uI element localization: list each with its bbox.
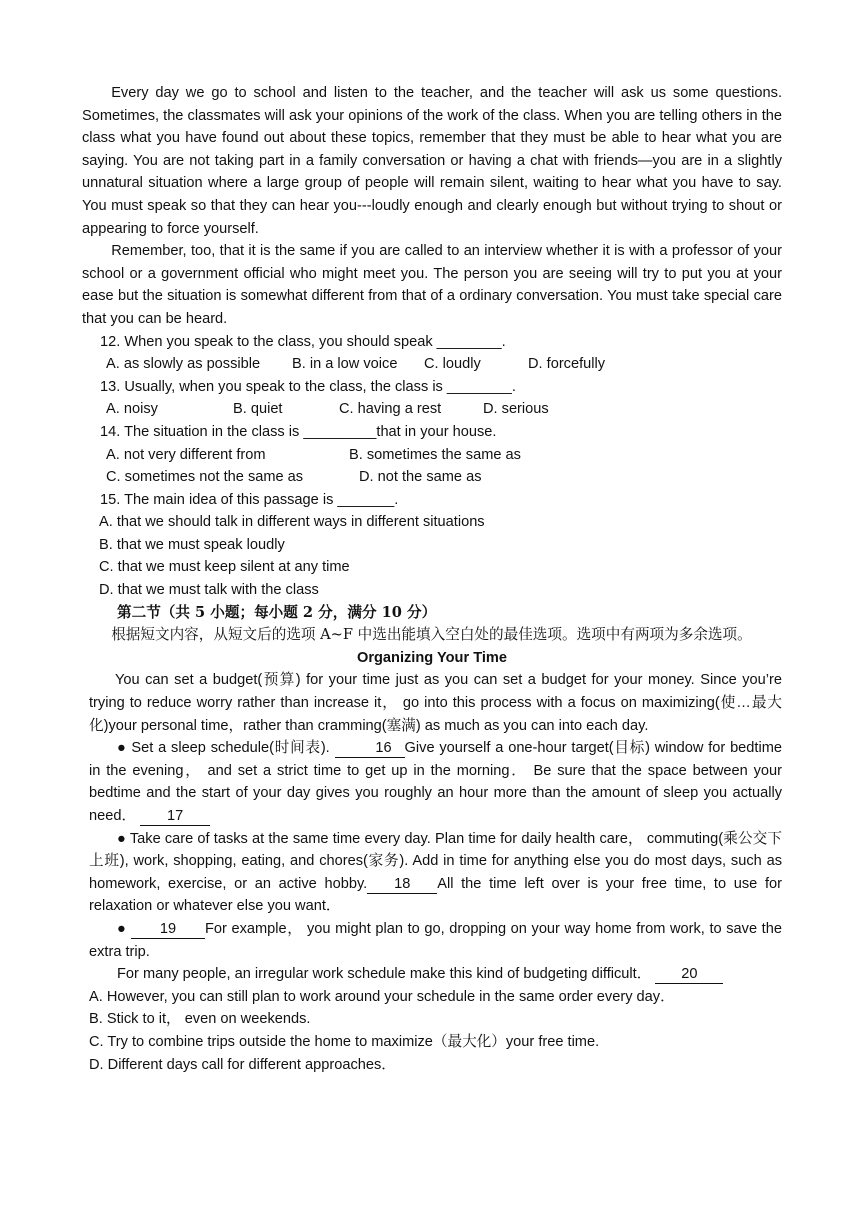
option-d: D. serious [483,401,549,418]
bullet-tasks [89,828,782,918]
option-c: C. having a rest [339,401,442,418]
blank-20[interactable]: 20 [655,965,723,984]
bullet-1-text-start: ● Set a sleep schedule(时间表). [117,740,330,757]
question-12-options [82,353,782,376]
passage-title: Organizing Your Time [356,649,507,666]
bullet-3-marker: ● [117,920,127,937]
bullet-trips [89,918,782,963]
blank-19[interactable]: 19 [131,920,205,939]
option-a: A. noisy [106,401,158,418]
blank-18[interactable]: 18 [367,875,437,894]
section-heading: 第二节（共 5 小题；每小题 2 分，满分 10 分） [117,603,437,621]
question-15-option-b: B. that we must speak loudly [99,536,285,553]
passage-paragraph-1: Every day we go to school and listen to the teacher, and the teacher will ask us some questions. Sometimes, the classmates will ask your opinions of the work of the class. When you are telling others in the class what you have found out about these topics, remember that they must be able to hear what you are saying. You are not taking part in a family conversation or having a chat with friends—you are in a slightly unnatural situation where a large group of people will remain silent, waiting to hear what you have to say. You must speak so that they can hear you---loudly enough and clearly enough but without trying to shout or appearing to force yourself. [82,85,782,237]
question-15-option-a: A. that we should talk in different ways in different situations [99,514,485,531]
bullet-2-text-end: All the time left over is your free time, to use for relaxation or whatever else you want． [89,875,783,915]
question-15: 15. The main idea of this passage is _______. [100,491,399,508]
bullet-1-text-end: Give yourself a one-hour target(目标) window for bedtime in the evening， and set a strict time to get up in the morning． Be sure that the space between your bedtime and the start of your day gives you roughly an hour more than the amount of sleep you actually need． [89,740,782,824]
option-c: C. loudly [424,356,481,373]
bullet-3-text: For example， you might plan to go, dropping on your way home from work, to save the extra trip. [89,920,782,960]
intro-paragraph: You can set a budget(预算) for your time just as you can set a budget for your money. Since you’re trying to reduce worry rather than increase it， go into this process with a focus on maximizing(使…最大化)your personal time，rather than cramming(塞满) as much as you can into each day. [89,672,782,734]
question-14-options-row1 [82,444,782,467]
section-instruction: 根据短文内容，从短文后的选项 A~F 中选出能填入空白处的最佳选项。选项中有两项为多余选项。 [111,626,752,644]
closing-paragraph [89,963,782,986]
answer-option-a: A. However, you can still plan to work around your schedule in the same order every day． [89,988,675,1005]
closing-text: For many people, an irregular work schedule make this kind of budgeting difficult． [117,966,652,983]
question-14: 14. The situation in the class is _________that in your house. [100,423,497,440]
question-15-option-c: C. that we must keep silent at any time [99,559,350,576]
answer-option-b: B. Stick to it， even on weekends. [89,1011,311,1028]
question-13: 13. Usually, when you speak to the class, the class is ________. [100,378,516,395]
blank-17[interactable]: 17 [140,807,210,826]
question-15-option-d: D. that we must talk with the class [99,582,319,599]
option-a: A. as slowly as possible [106,356,261,373]
option-d: D. forcefully [528,356,606,373]
answer-option-c: C. Try to combine trips outside the home to maximize（最大化）your free time. [89,1033,600,1050]
bullet-sleep-schedule [89,737,782,827]
question-12: 12. When you speak to the class, you should speak ________. [100,333,506,350]
option-a: A. not very different from [106,446,266,463]
option-b: B. in a low voice [292,356,398,373]
question-13-options [82,398,782,421]
option-b: B. sometimes the same as [349,446,521,463]
question-14-options-row2 [82,466,782,489]
blank-16[interactable]: 16 [335,739,405,758]
bullet-2-text-start: ● Take care of tasks at the same time every day. Plan time for daily health care， commuting(乘公交下上班), work, shopping, eating, and chores(家务). Add in time for anything else you do most days, such as homework, exercise, or an active hobby. [89,830,782,892]
option-d: D. not the same as [359,469,482,486]
answer-option-d: D. Different days call for different approaches． [89,1056,396,1073]
passage-paragraph-2: Remember, too, that it is the same if you are called to an interview whether it is with a professor of your school or a government official who might meet you. The person you are seeing will try to put you at your ease but the situation is somewhat different from that of a ordinary conversation. You must take special care that you can be heard. [82,243,782,327]
option-c: C. sometimes not the same as [106,469,304,486]
document-page [82,82,782,1076]
passage-2-body [82,669,782,985]
option-b: B. quiet [233,401,283,418]
